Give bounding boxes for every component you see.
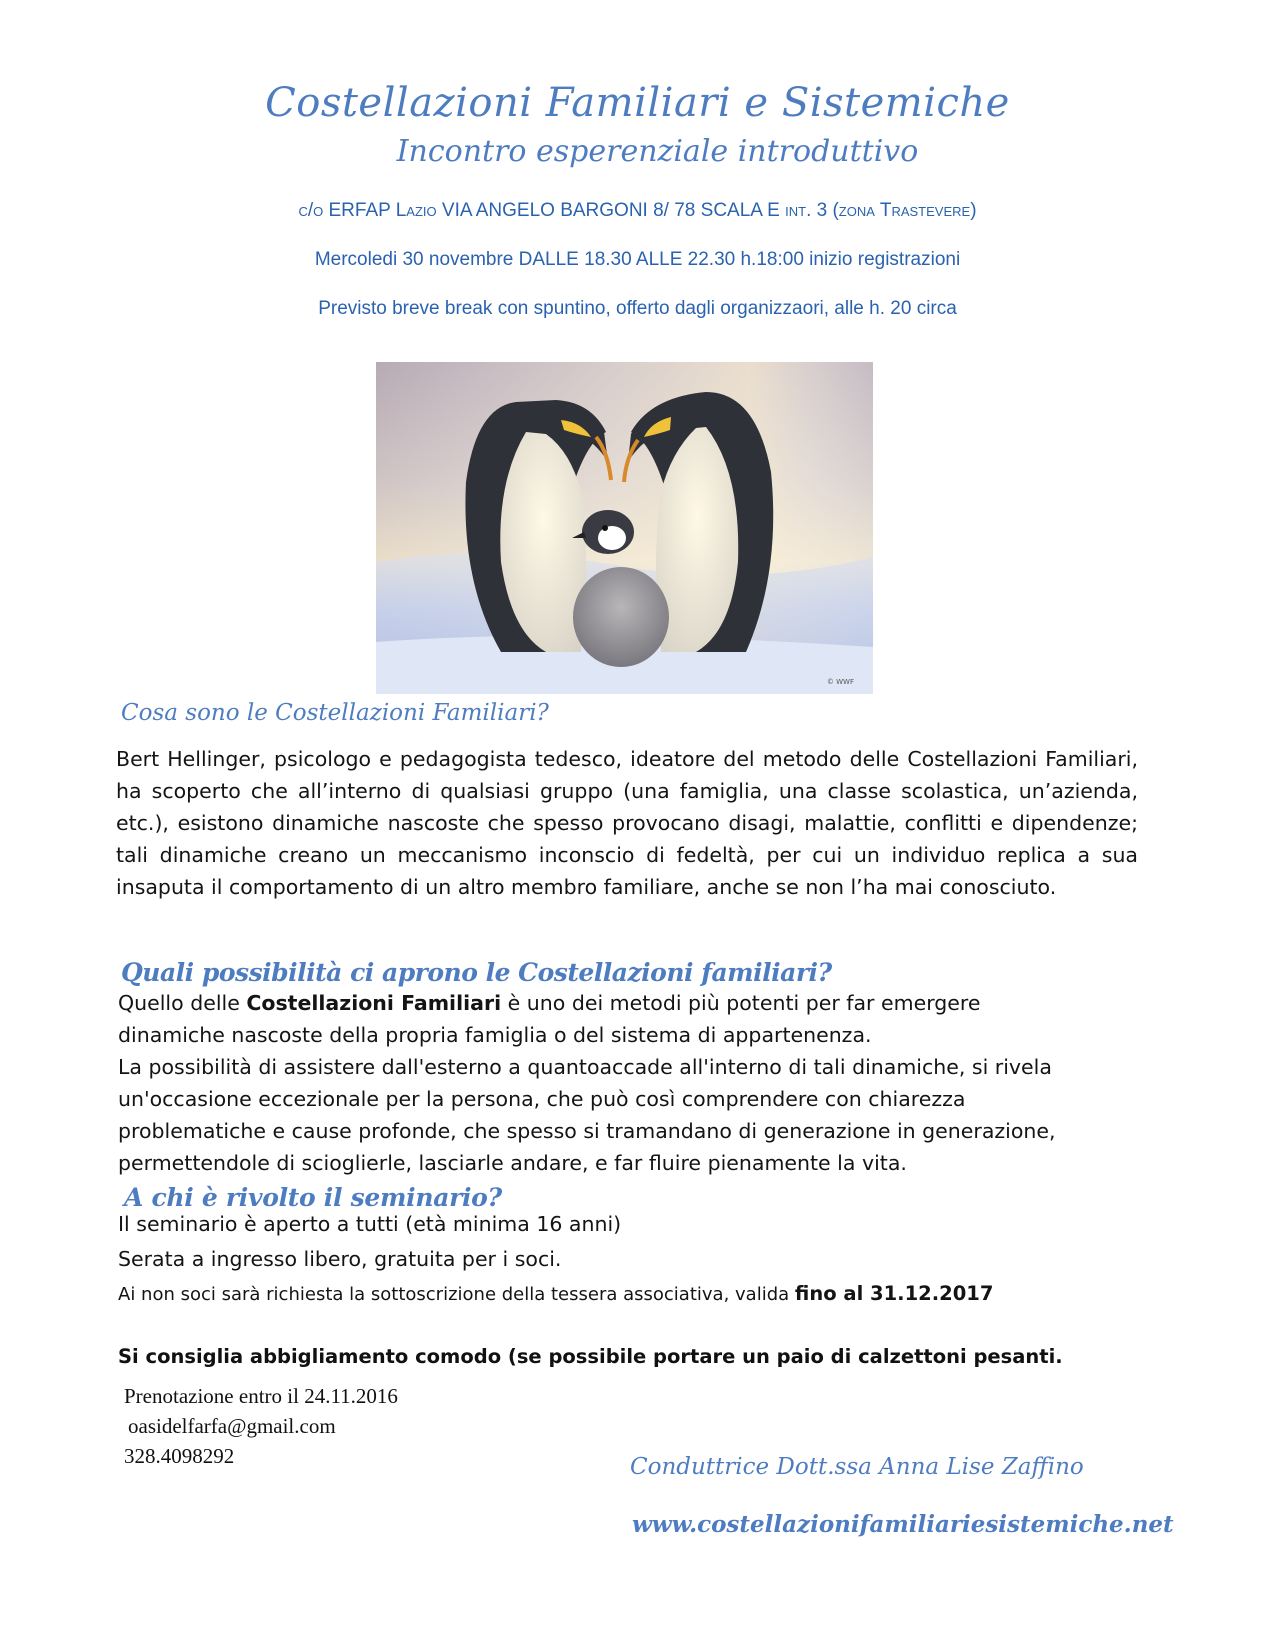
photo-credit: © WWF [826,678,854,686]
clothing-advice: Si consiglia abbigliamento comodo (se possibile portare un paio di calzettoni pesanti. [118,1345,1063,1368]
booking-deadline: Prenotazione entro il 24.11.2016 [124,1384,398,1408]
possibilities-line-2: dinamiche nascoste della propria famiglia o del sistema di appartenenza. [118,1023,872,1047]
possibilities-line-6: permettendole di scioglierle, lasciarle andare, e far fluire pienamente la vita. [118,1151,907,1175]
section-body-possibilities [118,987,1148,1179]
website-link[interactable]: www.costellazionifamiliariesistemiche.net [632,1511,1174,1538]
penguins-photo [376,362,873,694]
audience-line-1: Il seminario è aperto a tutti (età minima 16 anni) [118,1212,622,1236]
event-break: Previsto breve break con spuntino, offerto dagli organizzaori, alle h. 20 circa [318,298,957,319]
event-address: c/o ERFAP Lazio VIA ANGELO BARGONI 8/ 78 SCALA E int. 3 (zona Trastevere) [298,200,977,221]
conductor-name: Conduttrice Dott.ssa Anna Lise Zaffino [630,1454,1084,1480]
audience-line-2: Serata a ingresso libero, gratuita per i soci. [118,1247,562,1271]
contact-phone: 328.4098292 [124,1444,235,1468]
contact-email[interactable]: oasidelfarfa@gmail.com [128,1414,336,1438]
possibilities-line-3: La possibilità di assistere dall'esterno a quantoaccade all'interno di tali dinamiche, si rivela [118,1055,1052,1079]
section-heading-possibilities: Quali possibilità ci aprono le Costellazioni familiari? [121,958,832,987]
audience-line-3: Ai non soci sarà richiesta la sottoscrizione della tessera associativa, valida fino al 31.12.2017 [118,1282,994,1305]
page-subtitle: Incontro esperenziale introduttivo [396,134,919,169]
event-date: Mercoledi 30 novembre DALLE 18.30 ALLE 22.30 h.18:00 inizio registrazioni [314,249,961,270]
possibilities-line-1: Quello delle Costellazioni Familiari è uno dei metodi più potenti per far emergere [118,991,981,1015]
possibilities-line-5: problematiche e cause profonde, che spesso si tramandano di generazione in generazione, [118,1119,1056,1143]
possibilities-line-4: un'occasione eccezionale per la persona, che può così comprendere con chiarezza [118,1087,966,1111]
section-heading-audience: A chi è rivolto il seminario? [124,1183,502,1212]
page-title: Costellazioni Familiari e Sistemiche [265,80,1010,126]
section-body-what: Bert Hellinger, psicologo e pedagogista tedesco, ideatore del metodo delle Costellazioni Familiari, ha scoperto che all’interno di qualsiasi gruppo (una famiglia, una classe scolastica, un’azienda, etc.), esistono dinamiche nascoste che spesso provocano disagi, malattie, conflitti e dipendenze; tali dinamiche creano un meccanismo inconscio di fedeltà, per cui un individuo replica a sua insaputa il comportamento di un altro membro familiare, anche se non l’ha mai conosciuto. [116,747,1138,899]
section-heading-what: Cosa sono le Costellazioni Familiari? [121,700,549,726]
